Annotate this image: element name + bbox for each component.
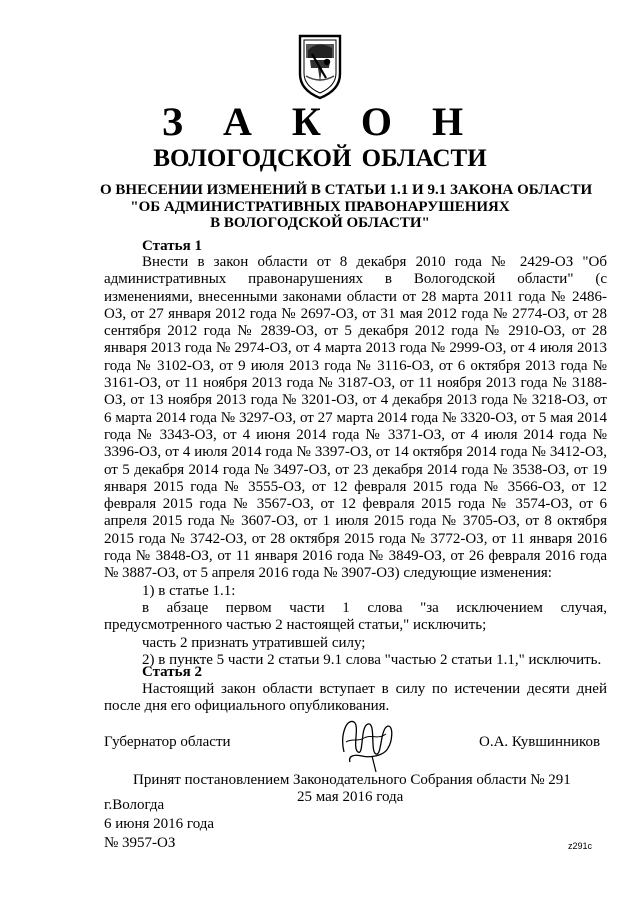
footer-city: г.Вологда bbox=[104, 797, 165, 813]
handwritten-signature-icon bbox=[338, 712, 398, 774]
article-2-heading: Статья 2 bbox=[142, 664, 202, 680]
subject-line-2: "ОБ АДМИНИСТРАТИВНЫХ ПРАВОНАРУШЕНИЯХ bbox=[130, 198, 510, 215]
subject-line-3: В ВОЛОГОДСКОЙ ОБЛАСТИ" bbox=[210, 215, 430, 231]
article-1-paragraph: Внести в закон области от 8 декабря 2010 года № 2429-ОЗ "Об административных правонарушениях в Вологодской области" (с изменениями, внесенными законами области от 28 марта 2011 года № 2486-ОЗ, от 27 января 2012 года № 2697-ОЗ, от 31 мая 2012 года № 2774-ОЗ, от 28 сентября 2012 года № 2839-ОЗ, от 5 декабря 2012 года № 2910-ОЗ, от 28 января 2013 года № 2974-ОЗ, от 4 марта 2013 года № 2999-ОЗ, от 4 июля 2013 года № 3102-ОЗ, от 9 июля 2013 года № 3116-ОЗ, от 6 октября 2013 года № 3161-ОЗ, от 11 ноября 2013 года № 3187-ОЗ, от 11 ноября 2013 года № 3188-ОЗ, от 13 ноября 2013 года № 3201-ОЗ, от 4 декабря 2013 года № 3218-ОЗ, от 6 марта 2014 года № 3297-ОЗ, от 27 марта 2014 года № 3320-ОЗ, от 5 мая 2014 года № 3343-ОЗ, от 4 июня 2014 года № 3371-ОЗ, от 4 июля 2014 года № 3396-ОЗ, от 4 июля 2014 года № 3397-ОЗ, от 14 октября 2014 года № 3412-ОЗ, от 5 декабря 2014 года № 3497-ОЗ, от 23 декабря 2014 года № 3538-ОЗ, от 19 января 2015 года № 3555-ОЗ, от 12 февраля 2015 года № 3566-ОЗ, от 12 февраля 2015 года № 3567-ОЗ, от 12 февраля 2015 года № 3574-ОЗ, от 6 апреля 2015 года № 3607-ОЗ, от 1 июля 2015 года № 3705-ОЗ, от 8 октября 2015 года № 3742-ОЗ, от 28 октября 2015 года № 3772-ОЗ, от 11 января 2016 года № 3848-ОЗ, от 11 января 2016 года № 3849-ОЗ, от 26 февраля 2016 года № 3887-ОЗ, от 5 апреля 2016 года № 3907-ОЗ) следующие изменения: bbox=[104, 254, 607, 582]
article-1-item-2: 2) в пункте 5 части 2 статьи 9.1 слова "частью 2 статьи 1.1," исключить. bbox=[142, 651, 602, 668]
signatory-position: Губернатор области bbox=[104, 734, 231, 750]
law-subject bbox=[100, 182, 593, 232]
article-1-item-1: 1) в статье 1.1: bbox=[142, 582, 236, 599]
footer-law-number: № 3957-ОЗ bbox=[104, 835, 176, 851]
article-1-text bbox=[104, 254, 607, 669]
adoption-line-1: Принят постановлением Законодательного Собрания области № 291 bbox=[133, 772, 571, 788]
signatory-name: О.А. Кувшинников bbox=[479, 734, 601, 750]
document-title: З А К О Н bbox=[161, 99, 479, 144]
coat-of-arms-icon bbox=[296, 34, 344, 100]
footer-date: 6 июня 2016 года bbox=[104, 816, 215, 832]
article-1-heading: Статья 1 bbox=[142, 238, 202, 254]
adoption-line-2: 25 мая 2016 года bbox=[297, 789, 404, 805]
article-1-item-1-b: часть 2 признать утратившей силу; bbox=[142, 634, 366, 651]
document-code: z291с bbox=[568, 841, 593, 851]
subject-line-1: О ВНЕСЕНИИ ИЗМЕНЕНИЙ В СТАТЬИ 1.1 И 9.1 ЗАКОНА ОБЛАСТИ bbox=[100, 182, 593, 198]
article-2-text bbox=[104, 681, 607, 716]
article-1-item-1-a: в абзаце первом части 1 слова "за исключением случая, предусмотренного частью 2 настоящей статьи," исключить; bbox=[104, 599, 607, 634]
article-2-paragraph: Настоящий закон области вступает в силу по истечении десяти дней после дня его официального опубликования. bbox=[104, 681, 607, 715]
region-title: ВОЛОГОДСКОЙ ОБЛАСТИ bbox=[153, 145, 487, 172]
